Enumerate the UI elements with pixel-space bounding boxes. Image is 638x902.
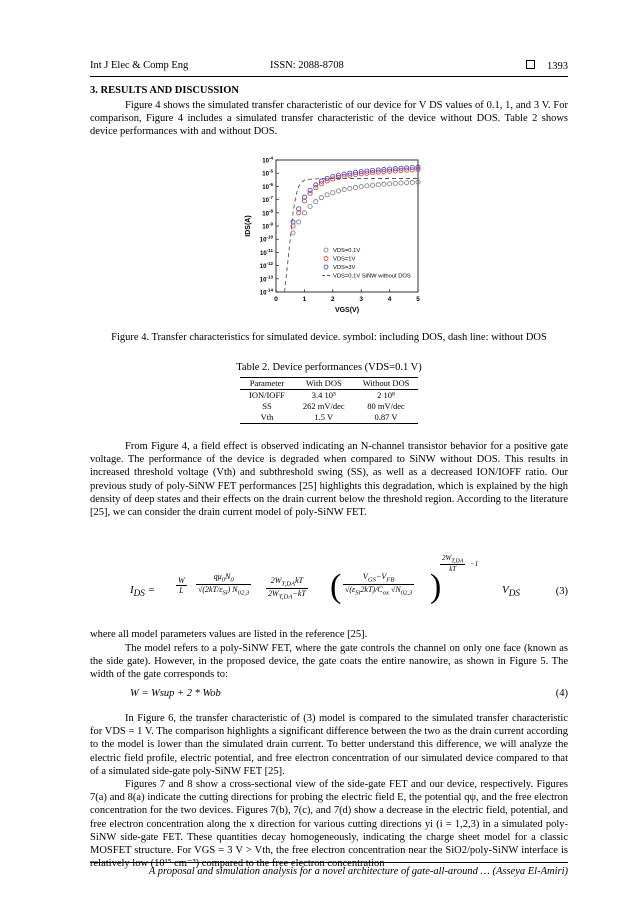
journal-name: Int J Elec & Comp Eng — [90, 60, 189, 71]
data-point — [331, 191, 335, 195]
y-tick-label: $10^{-14}$ — [259, 287, 273, 297]
legend-swatch — [324, 248, 328, 252]
data-point — [405, 181, 409, 185]
data-point — [314, 200, 318, 204]
x-axis-label: VGS(V) — [334, 307, 360, 314]
y-tick-label: $10^{-11}$ — [260, 247, 273, 257]
legend-label: VDS=0.1V — [333, 248, 361, 255]
body-paragraph-2 — [90, 628, 568, 641]
data-point — [319, 179, 323, 183]
data-point — [382, 182, 386, 186]
legend-label: VDS=3V — [333, 265, 356, 272]
data-point — [342, 187, 346, 191]
x-tick-label: 1 — [302, 296, 307, 303]
data-point — [353, 185, 357, 189]
table-cell: 80 mV/dec — [367, 401, 405, 411]
table-header-cell: Without DOS — [354, 378, 419, 390]
running-footer: A proposal and simulation analysis for a novel architecture of gate-all-around … (Asseya El-Amiri) — [148, 866, 568, 877]
body-paragraph-1 — [90, 440, 568, 519]
body-text: where all model parameters values are listed in the reference [25]. — [90, 629, 368, 640]
plot-frame — [276, 160, 418, 292]
table-header-row — [240, 378, 418, 390]
y-tick-label: $10^{-13}$ — [259, 274, 273, 284]
page-number-group — [526, 60, 568, 72]
intro-paragraph — [90, 99, 568, 139]
footer-rule — [90, 862, 568, 863]
x-tick-label: 3 — [359, 296, 364, 303]
body-text: Figures 7 and 8 show a cross-sectional view of the side-gate FET and our device, respectively. Figures 7(a) and 8(a) indicate the cutting directions for probing the electric field E, the potential qψ, and the free electron concentration for the two devices. Figures 7(b), 7(c), and 7(d) show a decrease in the electric field, potential, and free electron concentration along the x direction for various cutting directions yi (i = 1,2,3) in a simulated poly-SiNW side-gate FET. These quantities decay homogeneously, indicating the charge sheet model for a classic MOSFET structure. For VGS = 3 V > Vth, the free electron concentration near the SiO2/poly-SiNW interface is relatively low (10¹⁵ cm⁻³) compared to the free electron concentration — [90, 779, 568, 870]
body-text: In Figure 6, the transfer characteristic of (3) model is compared to the simulated transfer characteristic for VDS = 1 V. The comparison highlights a significant difference between the two as the drain current according to the model is lower than the simulated drain current. To better understand this difference, we will analyze the electric field profile, electric potential, and free electron concentration of our simulated device compared to that of a simulated side-gate poly-SiNW FET [25]. — [90, 713, 568, 777]
table-row — [240, 412, 418, 424]
table-2 — [240, 377, 418, 424]
x-tick-label: 5 — [416, 296, 420, 303]
y-tick-label: $10^{-4}$ — [262, 155, 273, 165]
body-text: From Figure 4, a field effect is observed indicating an N-channel transistor behavior for a positive gate voltage. The performance of the device is degraded when compared to SiNW without DOS. This results in increased threshold voltage (Vth) and subthreshold swing (SS), as well as a decreased ION/IOFF ratio. Our previous study of poly-SiNW FET performances [25] highlights this degradation, which is explained by the high density of deep states and their effects on the drain current below the threshold region. According to the literature [25], we can consider the drain current model of poly-SiNW FET. — [90, 441, 568, 519]
y-tick-label: $10^{-8}$ — [262, 208, 273, 218]
data-point — [348, 186, 352, 190]
data-point — [376, 183, 380, 187]
y-tick-label: $10^{-7}$ — [262, 195, 273, 205]
data-point — [325, 193, 329, 197]
figure-4-caption: Figure 4. Transfer characteristics for simulated device. symbol: including DOS, dash line: without DOS — [111, 332, 547, 343]
x-tick-label: 0 — [274, 296, 278, 303]
data-point — [359, 185, 363, 189]
chart-legend — [322, 248, 411, 280]
legend-label: VDS=1V — [333, 256, 356, 263]
equation-4: W = Wsup + 2 * Wob — [130, 688, 221, 699]
page-number: 1393 — [547, 61, 568, 72]
intro-text: Figure 4 shows the simulated transfer characteristic of our device for V DS values of 0.1, 1, and 3 V. For comparison, Figure 4 includes a simulated transfer characteristic of the device without DOS. Table 2 shows device performances with and without DOS. — [90, 100, 568, 138]
table-header-cell: Parameter — [240, 378, 294, 390]
table-row — [240, 390, 418, 402]
data-point — [308, 204, 312, 208]
table-cell: SS — [262, 401, 272, 411]
equation-3-number: (3) — [555, 586, 568, 597]
data-point — [410, 180, 414, 184]
table-header-cell: With DOS — [294, 378, 354, 390]
table-cell: ION/IOFF — [249, 390, 285, 400]
y-tick-label: $10^{-12}$ — [259, 261, 273, 271]
x-tick-label: 2 — [330, 296, 335, 303]
table-cell: Vth — [240, 412, 294, 424]
equation-3: $I_{DS}$ = $\frac{W}{L}$ $q\mu_0N_0$ $√(2kT/\varepsilon_{Si})$ $N_{02,3}$ $2W_{T,DA}kT$ $2W_{T,DA}-kT$ ( $V_{GS}-V_{FB}$ $√(\varepsilon_{Si}2kT)/C_{ox}$ $√N_{02,3}$ ) $\frac{2W_{T,DA}}{kT}$ −1 $V_{DS}$ — [130, 554, 520, 605]
y-axis-label: IDS(A) — [245, 215, 252, 237]
body-paragraph-3 — [90, 642, 568, 682]
table-row — [240, 401, 418, 412]
data-point — [297, 220, 301, 224]
data-point — [291, 231, 295, 235]
legend-label: VDS=0.1V SiNW without DOS — [333, 273, 411, 280]
header-rule — [90, 76, 568, 77]
table-cell: 262 mV/dec — [302, 401, 345, 411]
data-point — [308, 188, 312, 192]
data-point — [370, 183, 374, 187]
table-cell: 2 10⁸ — [377, 390, 395, 400]
y-tick-label: $10^{-5}$ — [262, 168, 273, 178]
equation-4-number: (4) — [555, 688, 568, 699]
body-text: The model refers to a poly-SiNW FET, where the gate controls the channel on only one face (known as the side gate). However, in the proposed device, the gate coats the entire nanowire, as shown in Figure 5. The width of the gate corresponds to: — [90, 643, 568, 681]
data-point — [297, 207, 301, 211]
data-point — [314, 183, 318, 187]
figure-4-chart — [218, 152, 478, 322]
data-point — [319, 196, 323, 200]
table-cell: 1.5 V — [294, 412, 354, 424]
table-cell: 3.4 10⁵ — [311, 390, 336, 400]
x-tick-label: 4 — [387, 296, 392, 303]
data-point — [297, 211, 301, 215]
chart-axes — [245, 156, 420, 315]
legend-swatch — [324, 265, 328, 269]
data-point — [302, 211, 306, 215]
running-header — [90, 60, 568, 74]
y-tick-label: $10^{-6}$ — [262, 181, 273, 191]
body-paragraph-4 — [90, 712, 568, 778]
data-point — [393, 181, 397, 185]
data-point — [388, 182, 392, 186]
table-cell: 0.87 V — [354, 412, 419, 424]
y-tick-label: $10^{-9}$ — [262, 221, 273, 231]
legend-swatch — [324, 257, 328, 261]
data-point — [336, 189, 340, 193]
section-title: 3. RESULTS AND DISCUSSION — [90, 85, 239, 96]
checkbox-icon — [526, 60, 535, 69]
data-point — [365, 184, 369, 188]
y-tick-label: $10^{-10}$ — [259, 234, 273, 244]
table-2-caption: Table 2. Device performances (VDS=0.1 V) — [236, 362, 422, 373]
issn: ISSN: 2088-8708 — [270, 60, 344, 71]
data-point — [399, 181, 403, 185]
body-paragraph-5 — [90, 778, 568, 870]
